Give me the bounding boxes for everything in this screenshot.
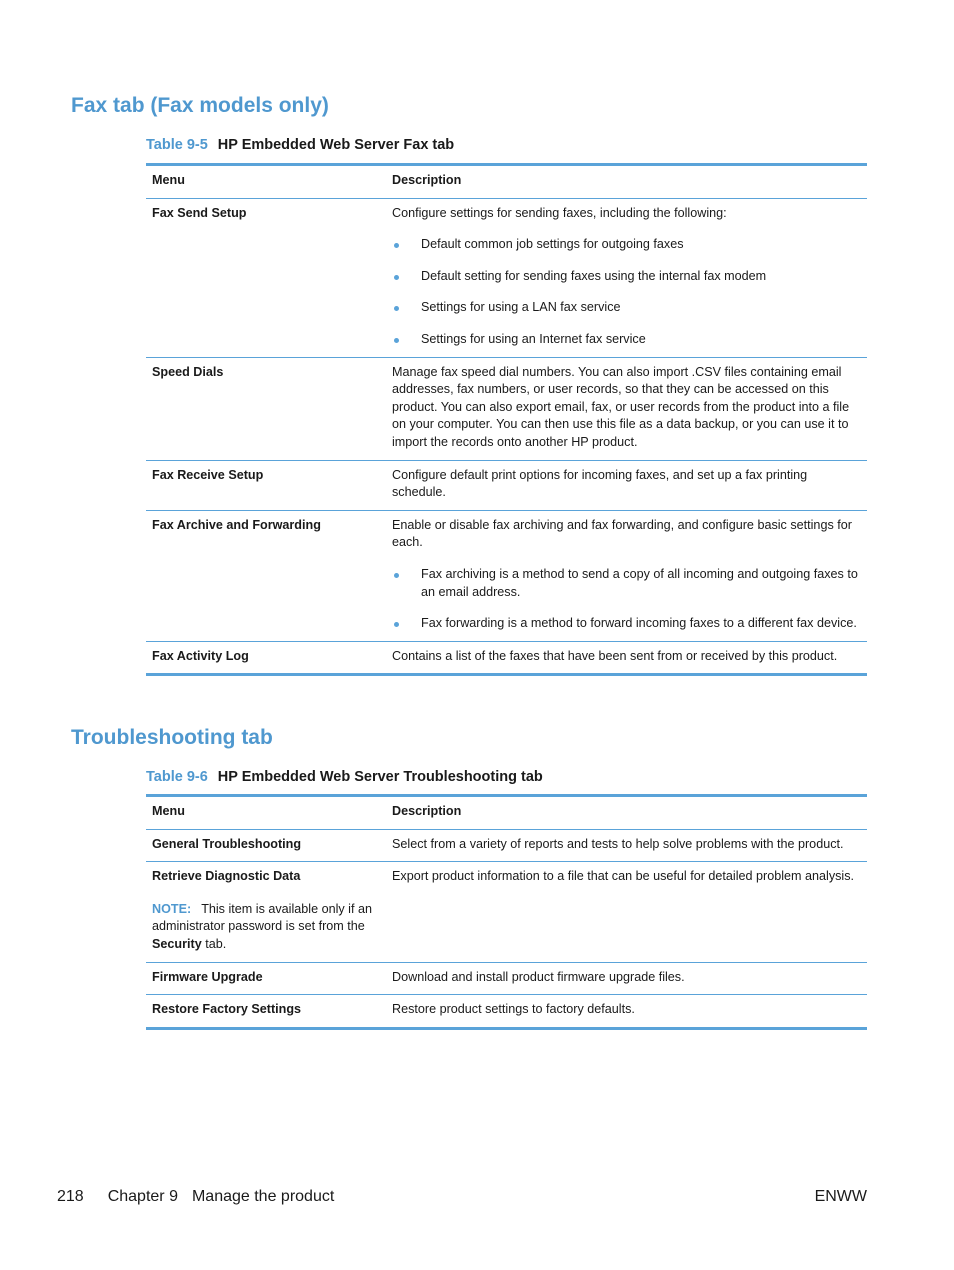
- menu-cell: Speed Dials: [146, 357, 386, 460]
- description-cell: [386, 962, 867, 995]
- list-item: Default setting for sending faxes using the internal fax modem: [392, 268, 861, 286]
- description-text: Configure default print options for incoming faxes, and set up a fax printing schedule.: [392, 467, 808, 500]
- bullet-list: [392, 566, 861, 633]
- description-cell: [386, 460, 867, 510]
- description-column-header: Description: [386, 796, 867, 830]
- description-cell: [386, 862, 867, 962]
- description-text: Restore product settings to factory defaults.: [392, 1002, 635, 1017]
- table-row: [146, 198, 867, 357]
- table-row: [146, 357, 867, 460]
- note-suffix: tab.: [205, 936, 227, 951]
- note-text: This item is available only if an administrator password is set from the: [152, 901, 372, 934]
- footer-chapter-title: Manage the product: [191, 1188, 335, 1205]
- footer-chapter: Chapter 9: [107, 1188, 178, 1205]
- troubleshooting-tab-table: [146, 794, 867, 1030]
- table-9-5-caption: [146, 137, 454, 153]
- note: [152, 901, 380, 954]
- table-row: [146, 962, 867, 995]
- bullet-list: [392, 236, 861, 348]
- page-footer: [57, 1188, 867, 1206]
- description-cell: [386, 995, 867, 1029]
- page-number: 218: [57, 1188, 84, 1205]
- menu-cell: [146, 862, 386, 962]
- description-cell: [386, 641, 867, 675]
- description-cell: [386, 357, 867, 460]
- description-text: Manage fax speed dial numbers. You can also import .CSV files containing email addresses, fax numbers, or user records, so that they can be accessed on this product. You can also export email, fax, or user records from the product into a file on your computer. You can then use this file as a data backup, or you can use it to import the records onto another HP product.: [392, 364, 850, 449]
- description-text: Configure settings for sending faxes, including the following:: [392, 205, 727, 220]
- table-9-6-caption: [146, 769, 543, 785]
- table-header-row: [146, 165, 867, 199]
- menu-cell: Fax Activity Log: [152, 648, 249, 663]
- menu-cell: Fax Archive and Forwarding: [146, 510, 386, 641]
- description-cell: [386, 510, 867, 641]
- menu-cell: Firmware Upgrade: [146, 962, 386, 995]
- table-row: [146, 862, 867, 962]
- table-row: [146, 460, 867, 510]
- list-item: Fax archiving is a method to send a copy of all incoming and outgoing faxes to an email address.: [392, 566, 861, 601]
- description-column-header: Description: [386, 165, 867, 199]
- description-text: Contains a list of the faxes that have been sent from or received by this product.: [392, 648, 838, 663]
- troubleshooting-tab-heading: Troubleshooting tab: [71, 726, 273, 749]
- list-item: Fax forwarding is a method to forward incoming faxes to a different fax device.: [392, 615, 861, 633]
- description-text: Export product information to a file that can be useful for detailed problem analysis.: [392, 869, 855, 884]
- menu-label: Retrieve Diagnostic Data: [152, 869, 301, 884]
- description-cell: [386, 829, 867, 862]
- list-item: Settings for using an Internet fax service: [392, 331, 861, 349]
- menu-column-header: Menu: [146, 165, 386, 199]
- note-label: NOTE:: [152, 901, 192, 916]
- table-row: [146, 510, 867, 641]
- table-caption-text: HP Embedded Web Server Troubleshooting tab: [217, 769, 543, 785]
- menu-cell: Restore Factory Settings: [152, 1002, 302, 1017]
- menu-cell: Fax Receive Setup: [146, 460, 386, 510]
- table-number: Table 9-6: [146, 769, 208, 785]
- menu-column-header: Menu: [146, 796, 386, 830]
- table-caption-text: HP Embedded Web Server Fax tab: [217, 137, 455, 153]
- description-cell: [386, 198, 867, 357]
- table-row: [146, 829, 867, 862]
- list-item: Settings for using a LAN fax service: [392, 299, 861, 317]
- table-row: [146, 995, 867, 1029]
- fax-tab-heading: Fax tab (Fax models only): [71, 94, 329, 117]
- fax-tab-table: [146, 163, 867, 676]
- note-security-link-text: Security: [152, 936, 202, 951]
- list-item: Default common job settings for outgoing faxes: [392, 236, 861, 254]
- description-text: Enable or disable fax archiving and fax forwarding, and configure basic settings for each.: [392, 517, 852, 550]
- description-text: Download and install product firmware upgrade files.: [392, 969, 685, 984]
- menu-cell: General Troubleshooting: [146, 829, 386, 862]
- table-number: Table 9-5: [146, 137, 208, 153]
- menu-cell: Fax Send Setup: [146, 198, 386, 357]
- table-header-row: [146, 796, 867, 830]
- footer-locale-code: ENWW: [814, 1188, 867, 1205]
- description-text: Select from a variety of reports and tests to help solve problems with the product.: [392, 836, 844, 851]
- table-row: [146, 641, 867, 675]
